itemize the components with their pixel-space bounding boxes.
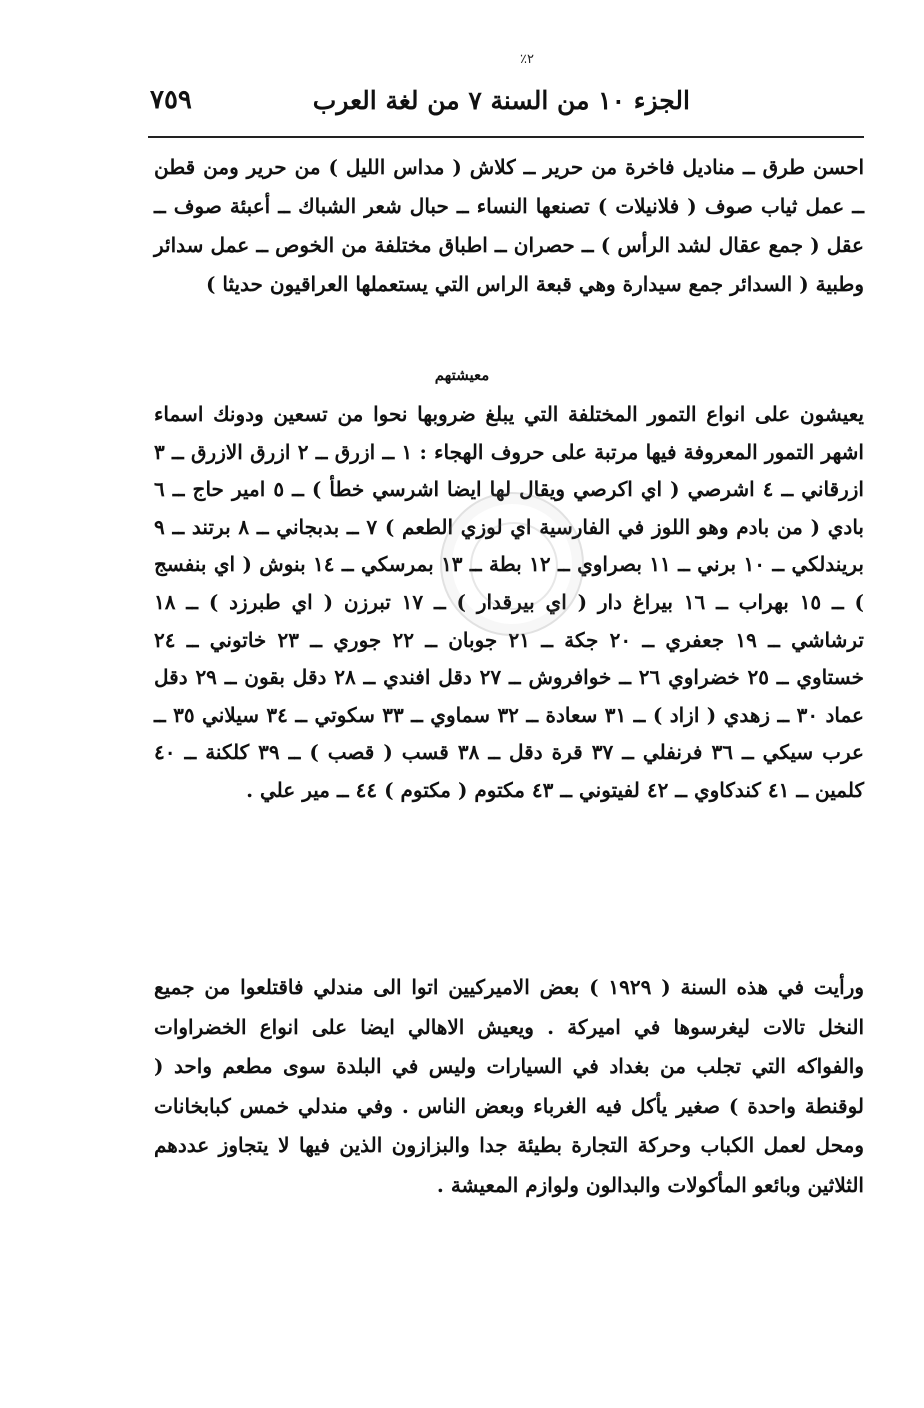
handwritten-mark: ٪۲ <box>520 52 534 67</box>
header-divider <box>148 136 864 138</box>
paragraph-closing: ورأيت في هذه السنة ( ١٩٢٩ ) بعض الاميركيين اتوا الى مندلي فاقتلعوا من جميع النخل تالات ليغرسوها في اميركة . ويعيش الاهالي ايضا على انواع الخضراوات والفواكه التي تجلب من بغداد في السيارات وليس في البلدة سوى مطعم واحد ( لوقنطة واحدة ) صغير يأكل فيه الغرباء وبعض الناس . وفي مندلي خمس كبابخانات ومحل لعمل الكباب وحركة التجارة بطيئة جدا والبزازون الذين فيها لا يتجاوز عددهم الثلاثين وبائعو المأكولات والبدالون ولوازم المعيشة . <box>154 975 865 1197</box>
running-header <box>150 76 690 124</box>
paragraph-intro: احسن طرق ــ مناديل فاخرة من حرير ــ كلاش ( مداس الليل ) من حرير ومن قطن ــ عمل ثياب صوف ( فلانيلات ) تصنعها النساء ــ حبال شعر الشباك ــ أعبئة صوف ــ عقل ( جمع عقال لشد الرأس ) ــ حصران ــ اطباق مختلفة من الخوص ــ عمل سدائر وطبية ( السدائر جمع سيدارة وهي قبعة الراس التي يستعملها العراقيون حديثا ) <box>154 155 864 296</box>
paragraph-dates-list: يعيشون على انواع التمور المختلفة التي يبلغ ضروبها نحوا من تسعين ودونك اسماء اشهر التمور المعروفة فيها مرتبة على حروف الهجاء : ١ ــ ازرق ــ ٢ ازرق الازرق ــ ٣ ازرقاني ــ ٤ اشرصي ( اي اكرصي ويقال لها ايضا اشرسي خطأ ) ــ ٥ امير حاج ــ ٦ بادي ( من بادم وهو اللوز في الفارسية اي لوزي الطعم ) ٧ ــ بدبجاني ــ ٨ برتند ــ ٩ بريندلكي ــ ١٠ برني ــ ١١ بصراوي ــ ١٢ بطة ــ ١٣ بمرسكي ــ ١٤ بنوش ( اي بنفسج ) ــ ١٥ بهراب ــ ١٦ بيراغ دار ( اي بيرقدار ) ــ ١٧ تبرزن ( اي طبرزد ) ــ ١٨ ترشاشي ــ ١٩ جعفري ــ ٢٠ جكة ــ ٢١ جوبان ــ ٢٢ جوري ــ ٢٣ خاتوني ــ ٢٤ خستاوي ــ ٢٥ خضراوي ٢٦ ــ خوافروش ــ ٢٧ دقل افندي ــ ٢٨ دقل بقون ــ ٢٩ دقل عماد ٣٠ ــ زهدي ( ازاد ) ــ ٣١ سعادة ــ ٣٢ سماوي ــ ٣٣ سكوتي ــ ٣٤ سيلاني ٣٥ ــ عرب سيكي ــ ٣٦ فرنفلي ــ ٣٧ قرة دقل ــ ٣٨ قسب ( قصب ) ــ ٣٩ كلكنة ــ ٤٠ كلمين ــ ٤١ كندكاوي ــ ٤٢ لفيتوني ــ ٤٣ مكتوم ( مكتوم ) ٤٤ ــ مير علي . <box>154 402 865 802</box>
section-heading: معيشتهم <box>434 366 490 384</box>
page-number: ٧٥٩ <box>150 85 192 115</box>
header-title: الجزء ١٠ من السنة ٧ من لغة العرب <box>312 85 690 115</box>
